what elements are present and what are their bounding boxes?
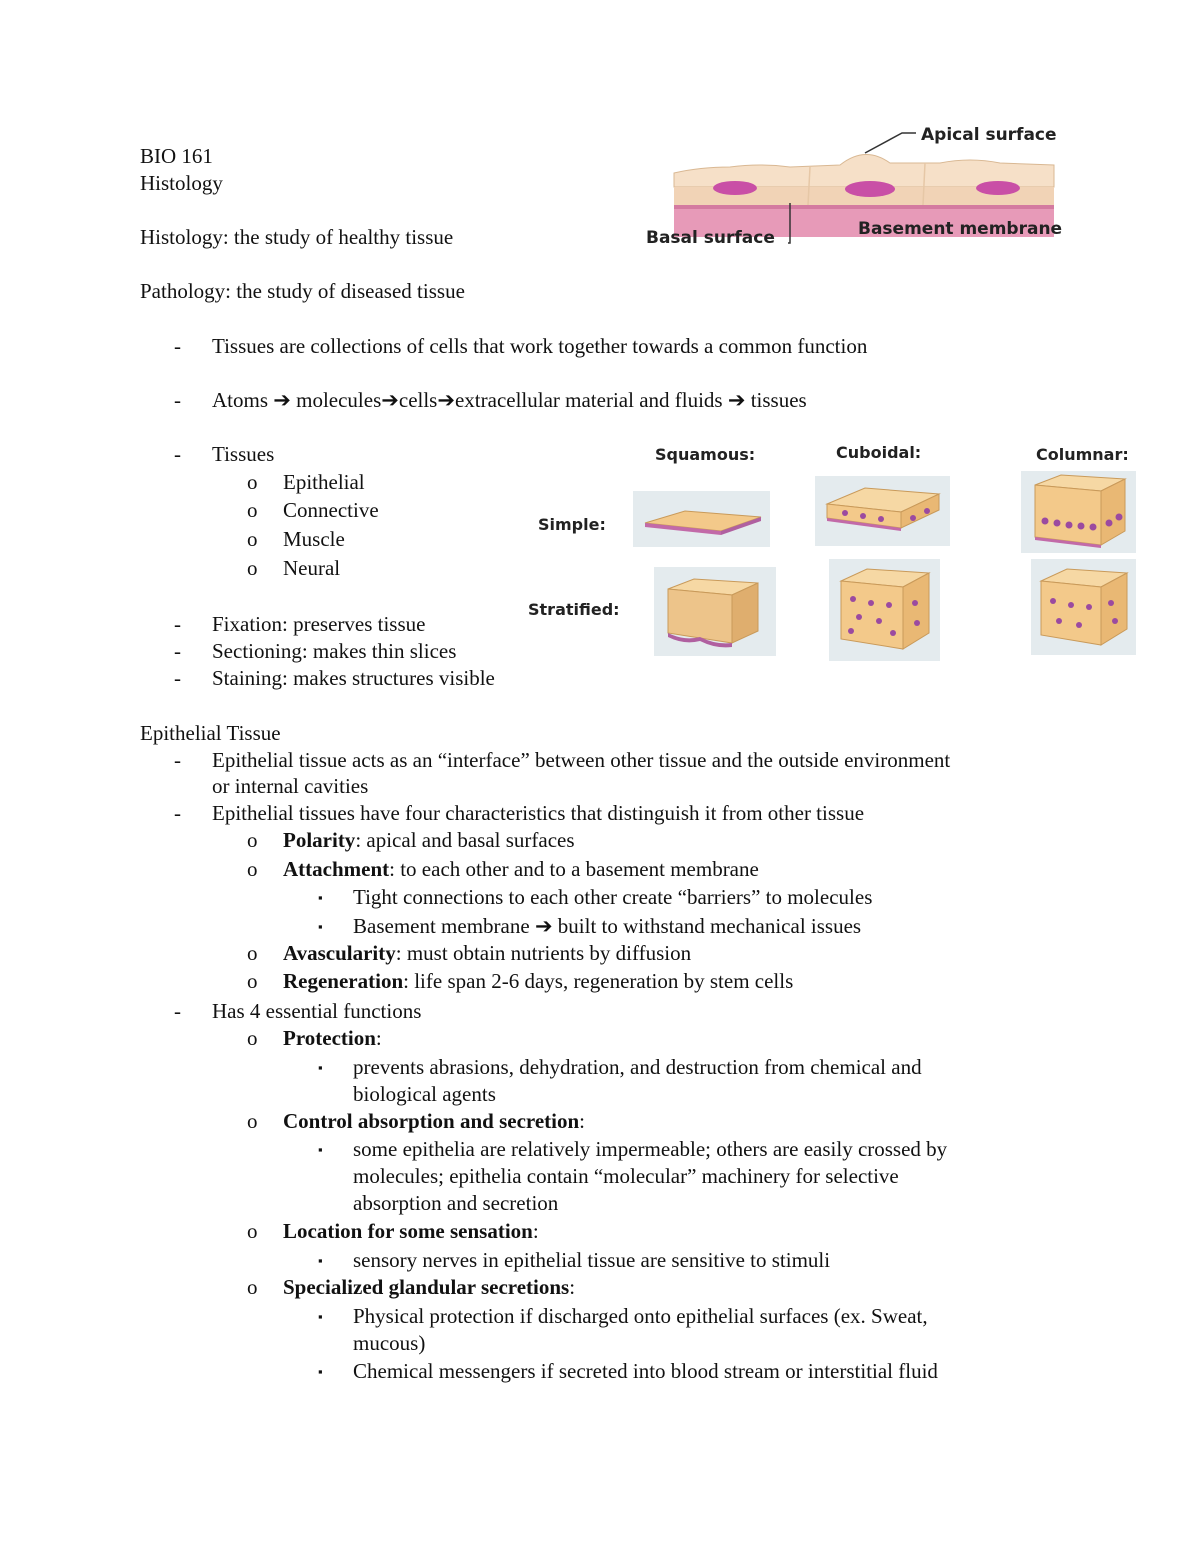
- bullet-dash: -: [174, 639, 181, 663]
- interface-text-line1: Epithelial tissue acts as an “interface” between other tissue and the outside environment: [212, 748, 951, 772]
- attachment-item: Attachment: to each other and to a basement membrane: [283, 857, 759, 881]
- protection-text-line1: prevents abrasions, dehydration, and destruction from chemical and: [353, 1055, 922, 1079]
- bullet-dash: -: [174, 442, 181, 466]
- tissue-type-muscle: Muscle: [283, 527, 345, 551]
- tile-stratified-columnar: [1031, 559, 1136, 655]
- protection-text-line2: biological agents: [353, 1082, 496, 1106]
- physical-text-line1: Physical protection if discharged onto epithelial surfaces (ex. Sweat,: [353, 1304, 928, 1328]
- bullet-square: ▪: [318, 1253, 323, 1268]
- stratified-columnar-illustration: [1031, 559, 1136, 655]
- basement-membrane-text: Basement membrane ➔ built to withstand mechanical issues: [353, 914, 862, 938]
- apical-surface-label: Apical surface: [921, 125, 1057, 145]
- characteristics-intro: Epithelial tissues have four characteristics that distinguish it from other tissue: [212, 801, 865, 825]
- basal-surface-label: Basal surface: [646, 228, 775, 248]
- bullet-square: ▪: [318, 919, 323, 934]
- simple-cuboidal-illustration: [815, 476, 950, 546]
- bullet-circle: o: [247, 1275, 258, 1299]
- tile-stratified-squamous: [654, 567, 776, 656]
- bullet-square: ▪: [318, 1364, 323, 1379]
- tissue-type-connective: Connective: [283, 498, 379, 522]
- epithelial-heading: Epithelial Tissue: [140, 721, 281, 745]
- stratified-cuboidal-illustration: [829, 559, 940, 661]
- bullet-dash: -: [174, 612, 181, 636]
- tile-stratified-cuboidal: [829, 559, 940, 661]
- bullet-circle: o: [247, 498, 258, 522]
- bullet-circle: o: [247, 470, 258, 494]
- sensation-heading: Location for some sensation:: [283, 1219, 539, 1243]
- bullet-dash: -: [174, 666, 181, 690]
- arrow-icon: ➔: [534, 914, 553, 938]
- fixation-text: Fixation: preserves tissue: [212, 612, 426, 636]
- bullet-dash: -: [174, 999, 181, 1023]
- bullet-circle: o: [247, 527, 258, 551]
- chemical-text-line1: Chemical messengers if secreted into blood stream or interstitial fluid: [353, 1359, 938, 1383]
- absorption-text-line1: some epithelia are relatively impermeable; others are easily crossed by: [353, 1137, 948, 1161]
- regeneration-item: Regeneration: life span 2-6 days, regeneration by stem cells: [283, 969, 794, 993]
- bullet-circle: o: [247, 828, 258, 852]
- basement-membrane-label: Basement membrane: [858, 219, 1063, 239]
- bullet-dash: -: [174, 334, 181, 358]
- tissues-heading: Tissues: [212, 442, 275, 466]
- tile-simple-cuboidal: [815, 476, 950, 546]
- bullet-circle: o: [247, 1219, 258, 1243]
- bullet-dash: -: [174, 388, 181, 412]
- bullet-circle: o: [247, 857, 258, 881]
- staining-text: Staining: makes structures visible: [212, 666, 495, 690]
- histology-definition: Histology: the study of healthy tissue: [140, 225, 454, 249]
- sectioning-text: Sectioning: makes thin slices: [212, 639, 457, 663]
- tissue-type-epithelial: Epithelial: [283, 470, 365, 494]
- arrow-icon: ➔: [727, 388, 746, 412]
- col-header-squamous: Squamous:: [655, 445, 756, 464]
- bullet-square: ▪: [318, 890, 323, 905]
- stratified-squamous-illustration: [654, 567, 776, 656]
- hierarchy-line: Atoms ➔ molecules➔cells➔extracellular material and fluids ➔ tissues: [212, 388, 807, 412]
- tile-simple-columnar: [1021, 471, 1136, 553]
- col-header-columnar: Columnar:: [1036, 445, 1129, 464]
- avascularity-item: Avascularity: must obtain nutrients by diffusion: [283, 941, 692, 965]
- tissue-type-neural: Neural: [283, 556, 341, 580]
- tissues-collections-text: Tissues are collections of cells that work together towards a common function: [212, 334, 868, 358]
- bullet-circle: o: [247, 969, 258, 993]
- bullet-circle: o: [247, 941, 258, 965]
- bullet-dash: -: [174, 748, 181, 772]
- protection-heading: Protection:: [283, 1026, 382, 1050]
- subject-title: Histology: [140, 171, 223, 195]
- absorption-text-line3: absorption and secretion: [353, 1191, 559, 1215]
- glandular-heading: Specialized glandular secretions:: [283, 1275, 576, 1299]
- absorption-heading: Control absorption and secretion:: [283, 1109, 586, 1133]
- bullet-square: ▪: [318, 1060, 323, 1075]
- bullet-circle: o: [247, 1109, 258, 1133]
- bullet-dash: -: [174, 801, 181, 825]
- sensation-text-line1: sensory nerves in epithelial tissue are sensitive to stimuli: [353, 1248, 831, 1272]
- bullet-circle: o: [247, 1026, 258, 1050]
- interface-text-line2: or internal cavities: [212, 774, 369, 798]
- arrow-icon: ➔: [273, 388, 291, 412]
- arrow-icon: ➔: [381, 388, 399, 412]
- functions-intro: Has 4 essential functions: [212, 999, 422, 1023]
- bullet-square: ▪: [318, 1142, 323, 1157]
- simple-squamous-illustration: [633, 491, 770, 547]
- row-header-simple: Simple:: [538, 515, 606, 534]
- tight-connections-text: Tight connections to each other create “barriers” to molecules: [353, 885, 873, 909]
- polarity-item: Polarity: apical and basal surfaces: [283, 828, 575, 852]
- course-title: BIO 161: [140, 144, 213, 168]
- bullet-square: ▪: [318, 1309, 323, 1324]
- tile-simple-squamous: [633, 491, 770, 547]
- bullet-circle: o: [247, 556, 258, 580]
- physical-text-line2: mucous): [353, 1331, 426, 1355]
- simple-columnar-illustration: [1021, 471, 1136, 553]
- arrow-icon: ➔: [437, 388, 455, 412]
- col-header-cuboidal: Cuboidal:: [836, 443, 922, 462]
- pathology-definition: Pathology: the study of diseased tissue: [140, 279, 465, 303]
- membrane-figure: [640, 115, 1063, 255]
- absorption-text-line2: molecules; epithelia contain “molecular” machinery for selective: [353, 1164, 899, 1188]
- row-header-stratified: Stratified:: [528, 600, 620, 619]
